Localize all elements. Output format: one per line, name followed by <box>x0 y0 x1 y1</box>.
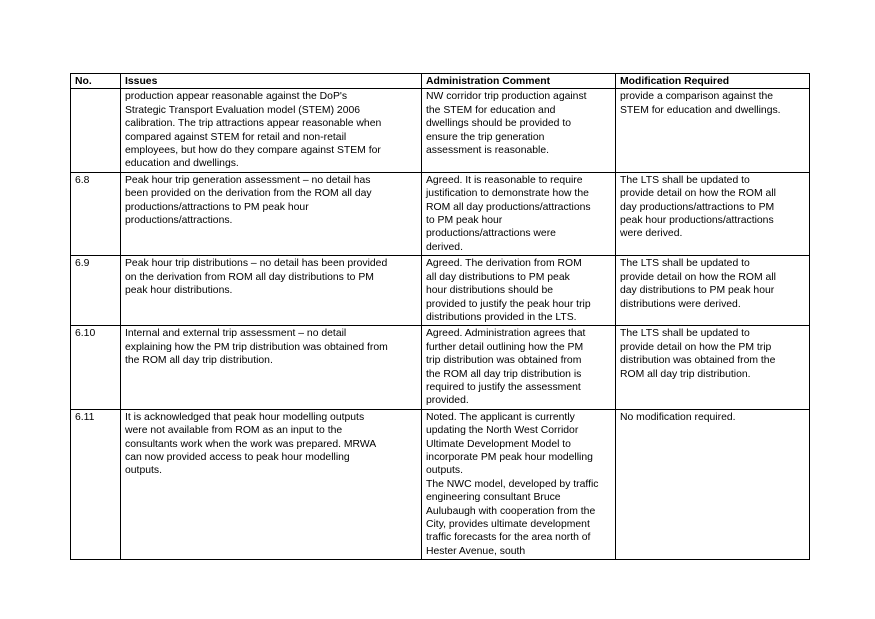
row-number <box>71 89 121 172</box>
header-modification-required: Modification Required <box>616 74 810 89</box>
issue-cell: It is acknowledged that peak hour modelling outputs were not available from ROM as an input to the consultants work when the work was prepared. MRWA can now provided access to peak hour modelling outputs. <box>121 409 422 559</box>
modification-cell: The LTS shall be updated to provide detail on how the PM trip distribution was obtained from the ROM all day trip distribution. <box>616 326 810 409</box>
row-number: 6.9 <box>71 256 121 326</box>
table-row <box>71 409 810 559</box>
table-row <box>71 256 810 326</box>
header-issues: Issues <box>121 74 422 89</box>
admin-comment-cell: Agreed. It is reasonable to require justification to demonstrate how the ROM all day productions/attractions to PM peak hour productions/attractions were derived. <box>422 172 616 255</box>
issue-cell: production appear reasonable against the DoP's Strategic Transport Evaluation model (STEM) 2006 calibration. The trip attractions appear reasonable when compared against STEM for retail and non-retail employees, but how do they compare against STEM for education and dwellings. <box>121 89 422 172</box>
issue-cell: Internal and external trip assessment – no detail explaining how the PM trip distribution was obtained from the ROM all day trip distribution. <box>121 326 422 409</box>
modification-cell: The LTS shall be updated to provide detail on how the ROM all day distributions to PM peak hour distributions were derived. <box>616 256 810 326</box>
table-row <box>71 89 810 172</box>
issue-cell: Peak hour trip distributions – no detail has been provided on the derivation from ROM all day distributions to PM peak hour distributions. <box>121 256 422 326</box>
admin-comment-cell: NW corridor trip production against the STEM for education and dwellings should be provided to ensure the trip generation assessment is reasonable. <box>422 89 616 172</box>
table-row <box>71 326 810 409</box>
issue-cell: Peak hour trip generation assessment – no detail has been provided on the derivation from the ROM all day productions/attractions to PM peak hour productions/attractions. <box>121 172 422 255</box>
admin-comment-cell: Noted. The applicant is currently updating the North West Corridor Ultimate Development Model to incorporate PM peak hour modelling outputs. The NWC model, developed by traffic engineering consultant Bruce Aulubaugh with cooperation from the City, provides ultimate development traffic forecasts for the area north of Hester Avenue, south <box>422 409 616 559</box>
modification-cell: No modification required. <box>616 409 810 559</box>
admin-comment-cell: Agreed. The derivation from ROM all day distributions to PM peak hour distributions should be provided to justify the peak hour trip distributions provided in the LTS. <box>422 256 616 326</box>
header-no: No. <box>71 74 121 89</box>
table-row <box>71 172 810 255</box>
admin-comment-cell: Agreed. Administration agrees that further detail outlining how the PM trip distribution was obtained from the ROM all day trip distribution is required to justify the assessment provided. <box>422 326 616 409</box>
modification-cell: The LTS shall be updated to provide detail on how the ROM all day productions/attractions to PM peak hour productions/attractions were derived. <box>616 172 810 255</box>
issues-table <box>70 73 810 560</box>
table-header-row <box>71 74 810 89</box>
header-administration-comment: Administration Comment <box>422 74 616 89</box>
row-number: 6.10 <box>71 326 121 409</box>
row-number: 6.11 <box>71 409 121 559</box>
row-number: 6.8 <box>71 172 121 255</box>
modification-cell: provide a comparison against the STEM for education and dwellings. <box>616 89 810 172</box>
